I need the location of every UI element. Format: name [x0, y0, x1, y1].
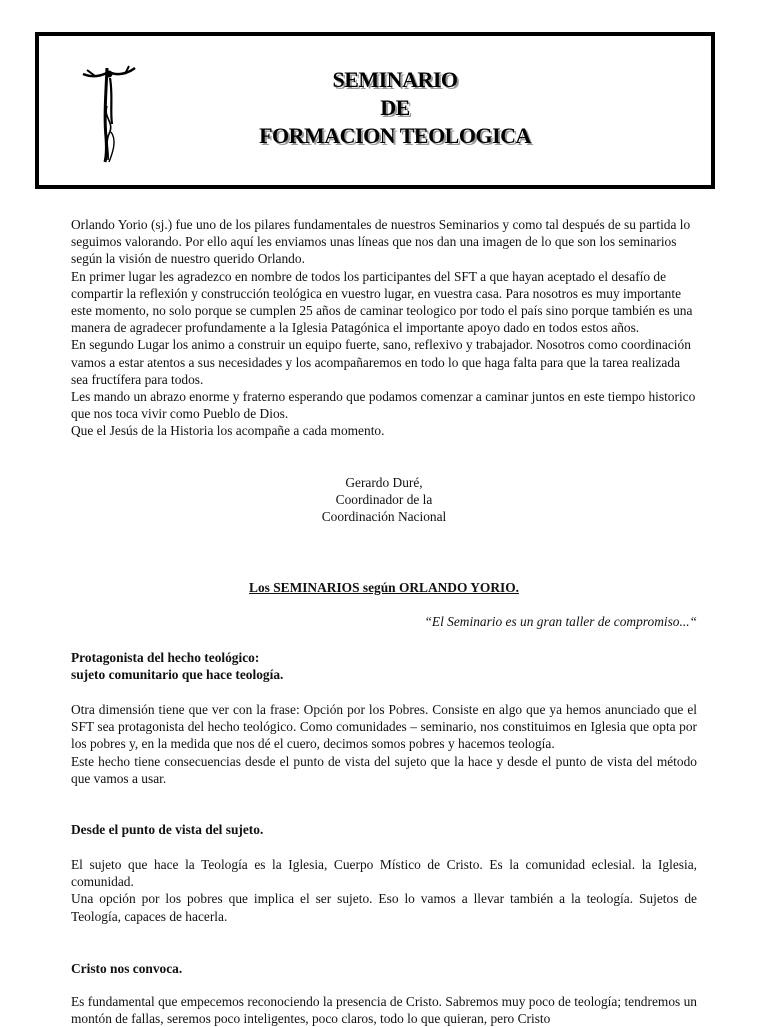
- intro-paragraph: En segundo Lugar los animo a construir un equipo fuerte, sano, reflexivo y trabajador. Nosotros como coordinación vamos a estar atentos a sus necesidades y los acompañaremos en todo lo que haga falta para que la tarea realizada sea fructífera para todos.: [71, 337, 691, 387]
- body-paragraph: Una opción por los pobres que implica el ser sujeto. Eso lo vamos a llevar también a la teología. Sujetos de Teología, capaces de hacerla.: [71, 891, 697, 924]
- section-quote: “El Seminario es un gran taller de compromiso...“: [424, 614, 697, 629]
- body-paragraph: Este hecho tiene consecuencias desde el punto de vista del sujeto que la hace y desde el punto de vista del método que vamos a usar.: [71, 753, 697, 786]
- signature-org: Coordinación Nacional: [321, 509, 447, 525]
- intro-paragraph: En primer lugar les agradezco en nombre de todos los participantes del SFT a que hayan aceptado el desafío de compartir la reflexión y construcción teológica en vuestro lugar, en vuestra casa. Para nosotros es muy importante este momento, no solo porque se cumplen 25 años de caminar teologico por todo el país sino porque también es una manera de agradecer profundamente a la Iglesia Patagónica el importante apoyo dado en todos estos años.: [71, 268, 693, 336]
- signature-name: Gerardo Duré,: [345, 475, 423, 490]
- intro-paragraph: Orlando Yorio (sj.) fue uno de los pilares fundamentales de nuestros Seminarios y como tal después de su partida lo seguimos valorando. Por ello aquí les enviamos unas líneas que nos dan una imagen de lo que son los seminarios según la visión de nuestro querido Orlando.: [71, 217, 691, 267]
- body-paragraph: Es fundamental que empecemos reconociendo la presencia de Cristo. Sabremos muy poco de teología; tendremos un montón de fallas, seremos poco inteligentes, poco claros, todo lo que quieran, pero Cristo: [71, 994, 697, 1027]
- body-paragraph: Otra dimensión tiene que ver con la frase: Opción por los Pobres. Consiste en algo que ya hemos anunciado que el SFT sea protagonista del hecho teológico. Como comunidades – seminario, nos constituimos en Iglesia que opta por los pobres y, en la medida que nos dé el cuero, decimos somos pobres y hacemos teología.: [71, 702, 697, 752]
- intro-paragraph: Les mando un abrazo enorme y fraterno esperando que podamos comenzar a caminar juntos en este tiempo historico que nos toca vivir como Pueblo de Dios.: [71, 389, 696, 422]
- title-line-3: FORMACION TEOLOGICA: [259, 123, 531, 148]
- heading-line: Protagonista del hecho teológico:: [71, 650, 260, 665]
- heading-cristo: Cristo nos convoca.: [71, 961, 183, 976]
- title-line-2: DE: [380, 95, 410, 120]
- document-title: [189, 66, 601, 150]
- heading-protagonista: [71, 649, 697, 683]
- header-box: [35, 32, 715, 189]
- body-paragraph: El sujeto que hace la Teología es la Iglesia, Cuerpo Místico de Cristo. Es la comunidad eclesial. la Iglesia, comunidad.: [71, 857, 697, 890]
- intro-text: [71, 216, 697, 440]
- heading-line: sujeto comunitario que hace teología.: [71, 667, 284, 683]
- section-title: Los SEMINARIOS según ORLANDO YORIO.: [249, 580, 519, 595]
- title-line-1: SEMINARIO: [332, 67, 458, 92]
- signature-role: Coordinador de la: [335, 492, 433, 508]
- signature-block: [71, 474, 697, 526]
- crucifix-icon: [79, 62, 139, 166]
- heading-sujeto: Desde el punto de vista del sujeto.: [71, 822, 264, 837]
- body-paragraphs-3: [71, 993, 697, 1027]
- intro-paragraph: Que el Jesús de la Historia los acompañe a cada momento.: [71, 423, 385, 439]
- body-paragraphs-1: [71, 701, 697, 787]
- body-paragraphs-2: [71, 856, 697, 925]
